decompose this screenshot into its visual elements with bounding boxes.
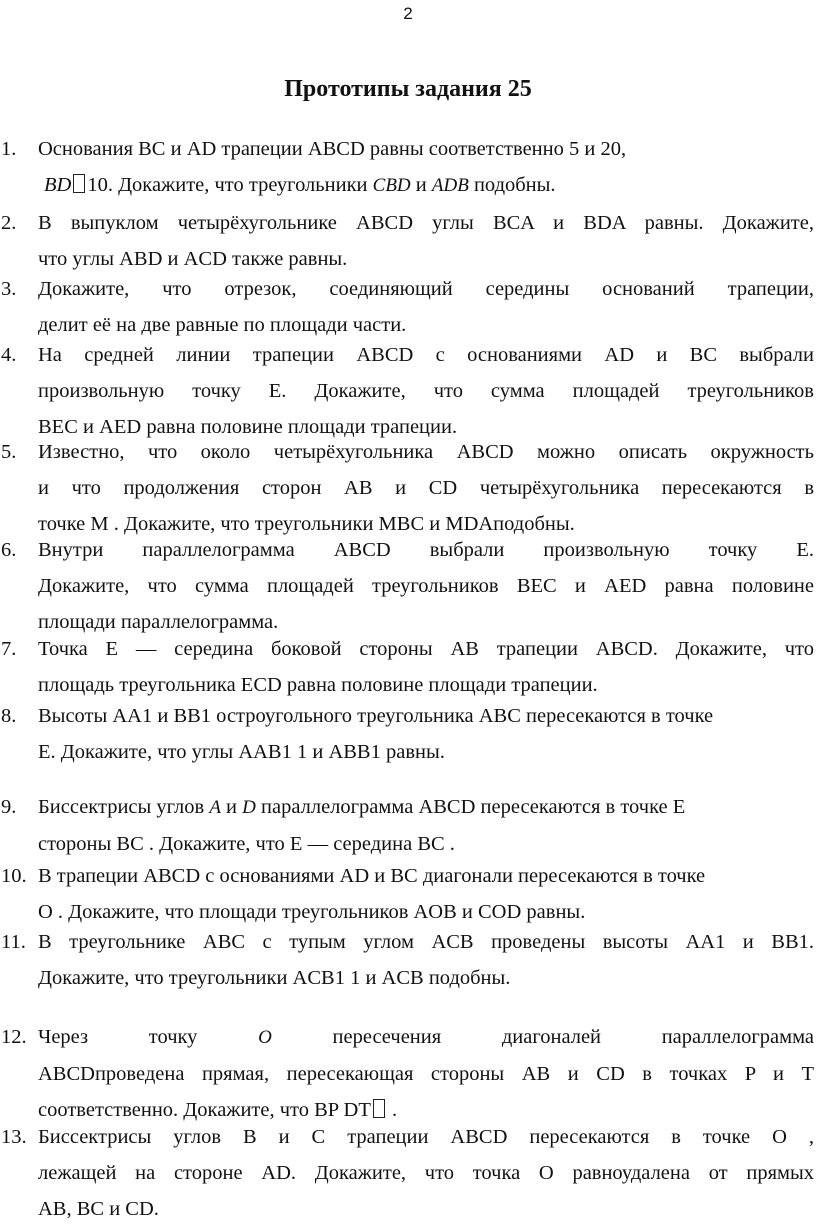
task-number: 11. bbox=[1, 931, 26, 953]
segment-label: BD bbox=[44, 174, 72, 196]
task-text-line: O . Докажите, что площади треугольников AOB и COD равны. bbox=[38, 901, 586, 923]
page-number: 2 bbox=[403, 4, 413, 23]
task-text-fragment: и bbox=[415, 174, 427, 196]
task-text-line: Внутри параллелограмма ABCD выбрали произвольную точку E. bbox=[38, 539, 814, 561]
task-text-fragment: . bbox=[392, 1099, 398, 1121]
task-item-5 bbox=[1, 434, 814, 542]
task-text-line: ABCDпроведена прямая, пересекающая стороны AB и CD в точках P и T bbox=[38, 1063, 814, 1085]
task-item-9 bbox=[1, 789, 814, 862]
task-number: 13. bbox=[1, 1126, 27, 1148]
task-text-line: площади параллелограмма. bbox=[38, 611, 279, 633]
task-number: 5. bbox=[1, 441, 17, 463]
task-text-line: что углы ABD и ACD также равны. bbox=[38, 248, 348, 270]
task-text-fragment: Через точку bbox=[38, 1026, 198, 1048]
task-text-line: Докажите, что сумма площадей треугольников BEC и AED равна половине bbox=[38, 575, 814, 597]
task-item-12 bbox=[1, 1019, 814, 1128]
task-number: 1. bbox=[1, 138, 17, 160]
task-item-4 bbox=[1, 337, 814, 445]
task-text-line: площадь треугольника ECD равна половине площади трапеции. bbox=[38, 674, 598, 696]
task-text-line: лежащей на стороне AD. Докажите, что точка O равноудалена от прямых bbox=[38, 1162, 814, 1184]
task-text-line: Высоты AA1 и BB1 остроугольного треугольника ABC пересекаются в точке bbox=[38, 705, 714, 727]
task-text-line bbox=[38, 1019, 814, 1056]
task-text-line: E. Докажите, что углы AAB1 1 и ABB1 равны. bbox=[38, 741, 445, 763]
formula-image-d: D bbox=[242, 797, 256, 818]
missing-glyph-box bbox=[373, 1099, 385, 1118]
task-text-line: В трапеции ABCD с основаниями AD и BC диагонали пересекаются в точке bbox=[38, 865, 706, 887]
task-item-13 bbox=[1, 1119, 814, 1227]
task-text-line bbox=[38, 789, 814, 826]
page-title: Прототипы задания 25 bbox=[284, 76, 532, 102]
task-text-line: В выпуклом четырёхугольнике ABCD углы BCA и BDA равны. Докажите, bbox=[38, 212, 814, 234]
task-text-line bbox=[38, 167, 814, 204]
task-text-line: Биссектрисы углов B и C трапеции ABCD пересекаются в точке O , bbox=[38, 1126, 814, 1148]
task-number: 2. bbox=[1, 212, 17, 234]
task-text-line: Докажите, что треугольники ACB1 1 и ACB подобны. bbox=[38, 967, 511, 989]
task-number: 6. bbox=[1, 539, 17, 561]
task-text-line: произвольную точку E. Докажите, что сумма площадей треугольников bbox=[38, 380, 814, 402]
task-item-11 bbox=[1, 924, 814, 996]
task-text-fragment: соответственно. Докажите, что BP DT bbox=[38, 1099, 371, 1121]
task-number: 10. bbox=[1, 865, 27, 887]
task-text-line: Известно, что около четырёхугольника ABCD можно описать окружность bbox=[38, 441, 814, 463]
task-number: 3. bbox=[1, 278, 17, 300]
task-text-line: стороны BC . Докажите, что E — середина BC . bbox=[38, 833, 455, 855]
missing-glyph-box bbox=[73, 174, 85, 193]
task-text-line: Основания BC и AD трапеции ABCD равны соответственно 5 и 20, bbox=[38, 138, 627, 160]
task-text-line: Точка E — середина боковой стороны AB трапеции ABCD. Докажите, что bbox=[38, 638, 814, 660]
task-item-3 bbox=[1, 271, 814, 343]
task-text-line: точке M . Докажите, что треугольники MBC и MDAподобны. bbox=[38, 513, 575, 535]
task-text-fragment: Биссектрисы углов bbox=[38, 796, 205, 818]
task-item-7 bbox=[1, 631, 814, 703]
task-text-line: На средней линии трапеции ABCD с основаниями AD и BC выбрали bbox=[38, 344, 814, 366]
formula-image-o: O bbox=[258, 1027, 272, 1048]
task-text-line: и что продолжения сторон AB и CD четырёхугольника пересекаются в bbox=[38, 477, 814, 499]
task-text-line: В треугольнике ABC с тупым углом ACB проведены высоты AA1 и BB1. bbox=[38, 931, 814, 953]
task-text-line: AB, BC и CD. bbox=[38, 1198, 159, 1220]
formula-image-cbd: CBD bbox=[372, 175, 411, 196]
formula-image-adb: ADB bbox=[431, 175, 469, 196]
task-text-fragment: и bbox=[226, 796, 238, 818]
task-number: 12. bbox=[1, 1026, 27, 1048]
task-text-fragment: пересечения диагоналей параллелограмма bbox=[332, 1026, 814, 1048]
task-number: 7. bbox=[1, 638, 17, 660]
task-text-line: делит её на две равные по площади части. bbox=[38, 314, 407, 336]
task-number: 8. bbox=[1, 705, 17, 727]
task-item-2 bbox=[1, 205, 814, 277]
task-item-8 bbox=[1, 698, 814, 770]
task-item-6 bbox=[1, 532, 814, 640]
task-text-line: Докажите, что отрезок, соединяющий середины оснований трапеции, bbox=[38, 278, 814, 300]
task-item-10 bbox=[1, 858, 814, 930]
task-text-fragment: параллелограмма ABCD пересекаются в точке E bbox=[261, 796, 686, 818]
formula-image-a: A bbox=[209, 797, 221, 818]
task-item-1 bbox=[1, 131, 814, 204]
task-number: 9. bbox=[1, 796, 17, 818]
task-text-fragment: подобны. bbox=[473, 174, 556, 196]
task-number: 4. bbox=[1, 344, 17, 366]
task-text-line: BEC и AED равна половине площади трапеции. bbox=[38, 416, 458, 438]
task-text-fragment: 10. Докажите, что треугольники bbox=[87, 174, 368, 196]
